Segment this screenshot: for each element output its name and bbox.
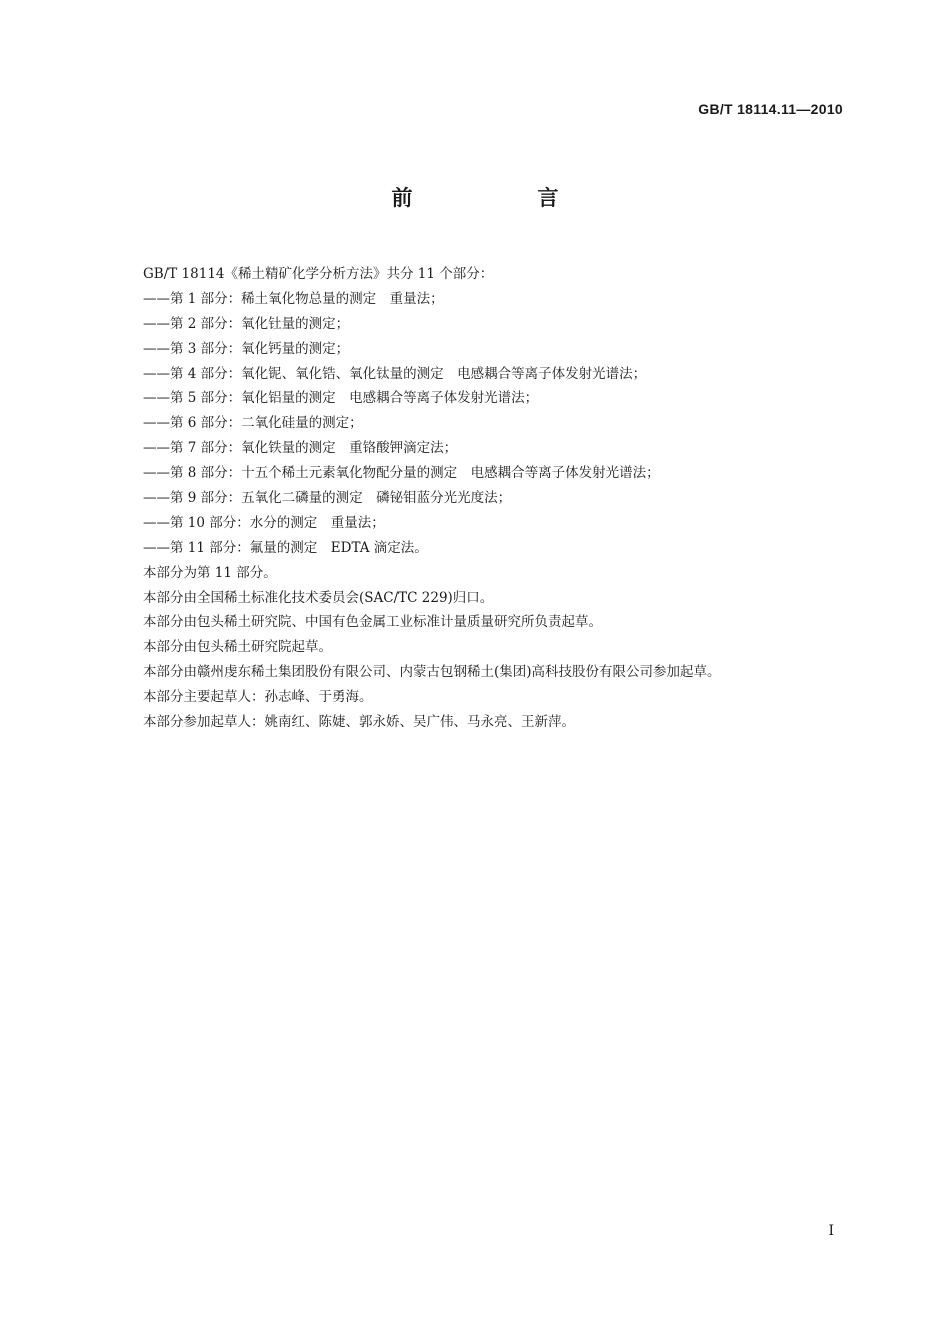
part-2-line: ——第 2 部分：氧化钍量的测定；	[143, 315, 350, 332]
part-8-line: ——第 8 部分：十五个稀土元素氧化物配分量的测定 电感耦合等离子体发射光谱法；	[143, 465, 660, 482]
participating-drafters-statement: 本部分参加起草人：姚南红、陈婕、郭永娇、吴广伟、马永亮、王新萍。	[143, 714, 575, 731]
page-title: 前 言	[391, 186, 611, 210]
part-5-line: ——第 5 部分：氧化铝量的测定 电感耦合等离子体发射光谱法；	[143, 390, 539, 407]
part-11-line: ——第 11 部分：氟量的测定 EDTA 滴定法。	[143, 539, 428, 556]
drafter-statement: 本部分由包头稀土研究院起草。	[143, 639, 332, 656]
part-6-line: ——第 6 部分：二氧化硅量的测定；	[143, 415, 363, 432]
part-4-line: ——第 4 部分：氧化铌、氧化锆、氧化钛量的测定 电感耦合等离子体发射光谱法；	[143, 365, 647, 382]
this-part-statement: 本部分为第 11 部分。	[143, 564, 277, 581]
foreword-body	[143, 262, 863, 735]
part-9-line: ——第 9 部分：五氧化二磷量的测定 磷铋钼蓝分光光度法；	[143, 490, 512, 507]
intro-line: GB/T 18114《稀土精矿化学分析方法》共分 11 个部分：	[143, 266, 494, 282]
part-7-line: ——第 7 部分：氧化铁量的测定 重铬酸钾滴定法；	[143, 440, 458, 457]
part-10-line: ——第 10 部分：水分的测定 重量法；	[143, 514, 385, 531]
part-3-line: ——第 3 部分：氧化钙量的测定；	[143, 340, 350, 357]
page-number: I	[828, 1223, 834, 1239]
main-drafters-statement: 本部分主要起草人：孙志峰、于勇海。	[143, 689, 373, 706]
responsible-drafter-statement: 本部分由包头稀土研究院、中国有色金属工业标准计量质量研究所负责起草。	[143, 614, 602, 631]
standard-code: GB/T 18114.11—2010	[698, 101, 843, 117]
participating-drafter-statement: 本部分由赣州虔东稀土集团股份有限公司、内蒙古包钢稀土(集团)高科技股份有限公司参加起草。	[143, 664, 721, 681]
administration-statement: 本部分由全国稀土标准化技术委员会(SAC/TC 229)归口。	[143, 589, 494, 606]
part-1-line: ——第 1 部分：稀土氧化物总量的测定 重量法；	[143, 290, 444, 307]
